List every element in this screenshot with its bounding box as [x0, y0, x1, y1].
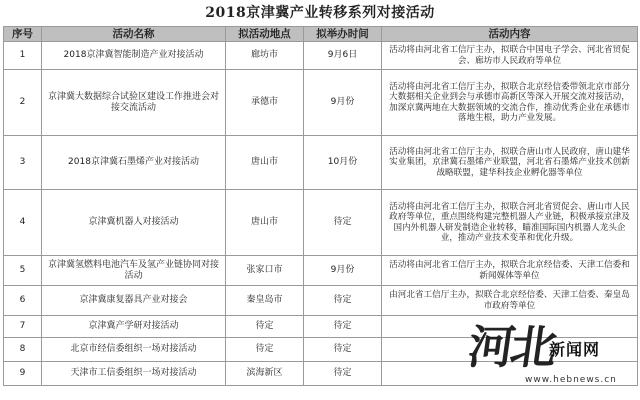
- activity-name: 京津冀产学研对接活动: [42, 316, 226, 338]
- activity-place: 唐山市: [226, 136, 304, 190]
- header-time: 拟举办时间: [304, 27, 382, 42]
- activity-place: 秦皇岛市: [226, 286, 304, 316]
- row-number: 3: [4, 136, 42, 190]
- activity-content: 由河北省工信厅主办，拟联合北京经信委、天津工信委、秦皇岛市政府等单位: [382, 286, 638, 316]
- row-number: 1: [4, 42, 42, 70]
- header-name: 活动名称: [42, 27, 226, 42]
- activity-name: 北京市经信委组织一场对接活动: [42, 338, 226, 362]
- row-number: 4: [4, 190, 42, 256]
- table-header-row: [4, 27, 638, 42]
- activity-name: 天津市工信委组织一场对接活动: [42, 362, 226, 386]
- activity-content: 活动将由河北省工信厅主办，拟联合唐山市人民政府，唐山建华实业集团，京津冀石墨烯产业联盟，河北省石墨烯产业技术创新战略联盟，建华科技企业孵化器等单位: [382, 136, 638, 190]
- activity-place: 承德市: [226, 70, 304, 136]
- watermark-url: www.hebnews.cn: [525, 375, 617, 385]
- activity-time: 待定: [304, 190, 382, 256]
- page-title: 2018京津冀产业转移系列对接活动: [205, 5, 435, 21]
- table-row: [4, 70, 638, 136]
- activity-place: 张家口市: [226, 256, 304, 286]
- activity-place: 待定: [226, 316, 304, 338]
- activity-time: 10月份: [304, 136, 382, 190]
- table-row: [4, 316, 638, 338]
- table-row: [4, 286, 638, 316]
- activity-time: 待定: [304, 338, 382, 362]
- header-number: 序号: [4, 27, 42, 42]
- activity-content: [382, 362, 638, 386]
- activity-time: 待定: [304, 316, 382, 338]
- activity-time: 9月6日: [304, 42, 382, 70]
- table-row: [4, 42, 638, 70]
- activity-content: [382, 338, 638, 362]
- row-number: 2: [4, 70, 42, 136]
- activity-place: 待定: [226, 338, 304, 362]
- activity-name: 京津冀氢燃料电池汽车及氢产业链协同对接活动: [42, 256, 226, 286]
- row-number: 8: [4, 338, 42, 362]
- table-row: [4, 190, 638, 256]
- row-number: 5: [4, 256, 42, 286]
- row-number: 6: [4, 286, 42, 316]
- table-row: [4, 338, 638, 362]
- activity-name: 京津冀大数据综合试验区建设工作推进会对接交流活动: [42, 70, 226, 136]
- activity-content: 活动将由河北省工信厅主办，拟联合北京经信委、天津工信委和新闻媒体等单位: [382, 256, 638, 286]
- watermark-site-name: 新闻网: [549, 340, 601, 359]
- activity-time: 待定: [304, 362, 382, 386]
- table-row: [4, 256, 638, 286]
- header-place: 拟活动地点: [226, 27, 304, 42]
- table-row: [4, 362, 638, 386]
- activity-content: [382, 316, 638, 338]
- activity-table: [3, 26, 638, 386]
- activity-content: 活动将由河北省工信厅主办，拟联合河北省贸促会、唐山市人民政府等单位，重点围绕构建完整机器人产业链，积极承接京津及国内外机器人研发制造企业转移，瞄准国际国内机器人龙头企业，推动产业技术变革和优化升级。: [382, 190, 638, 256]
- table-row: [4, 136, 638, 190]
- activity-name: 京津冀机器人对接活动: [42, 190, 226, 256]
- activity-time: 9月份: [304, 256, 382, 286]
- header-content: 活动内容: [382, 27, 638, 42]
- activity-name: 2018京津冀石墨烯产业对接活动: [42, 136, 226, 190]
- activity-name: 京津冀康复器具产业对接会: [42, 286, 226, 316]
- activity-place: 廊坊市: [226, 42, 304, 70]
- activity-time: 9月份: [304, 70, 382, 136]
- row-number: 7: [4, 316, 42, 338]
- activity-content: 活动将由河北省工信厅主办，拟联合中国电子学会、河北省贸促会、廊坊市人民政府等单位: [382, 42, 638, 70]
- hebei-logo: 河北: [464, 320, 557, 374]
- activity-time: 待定: [304, 286, 382, 316]
- activity-name: 2018京津冀智能制造产业对接活动: [42, 42, 226, 70]
- activity-content: 活动将由河北省工信厅主办，拟联合北京经信委带领北京市部分大数据相关企业到会与承德市高新区等深入开展交流对接活动，加深京冀两地在大数据领域的交流合作，推动优秀企业在承德市落地生根，助力产业发展。: [382, 70, 638, 136]
- row-number: 9: [4, 362, 42, 386]
- activity-place: 唐山市: [226, 190, 304, 256]
- activity-place: 滨海新区: [226, 362, 304, 386]
